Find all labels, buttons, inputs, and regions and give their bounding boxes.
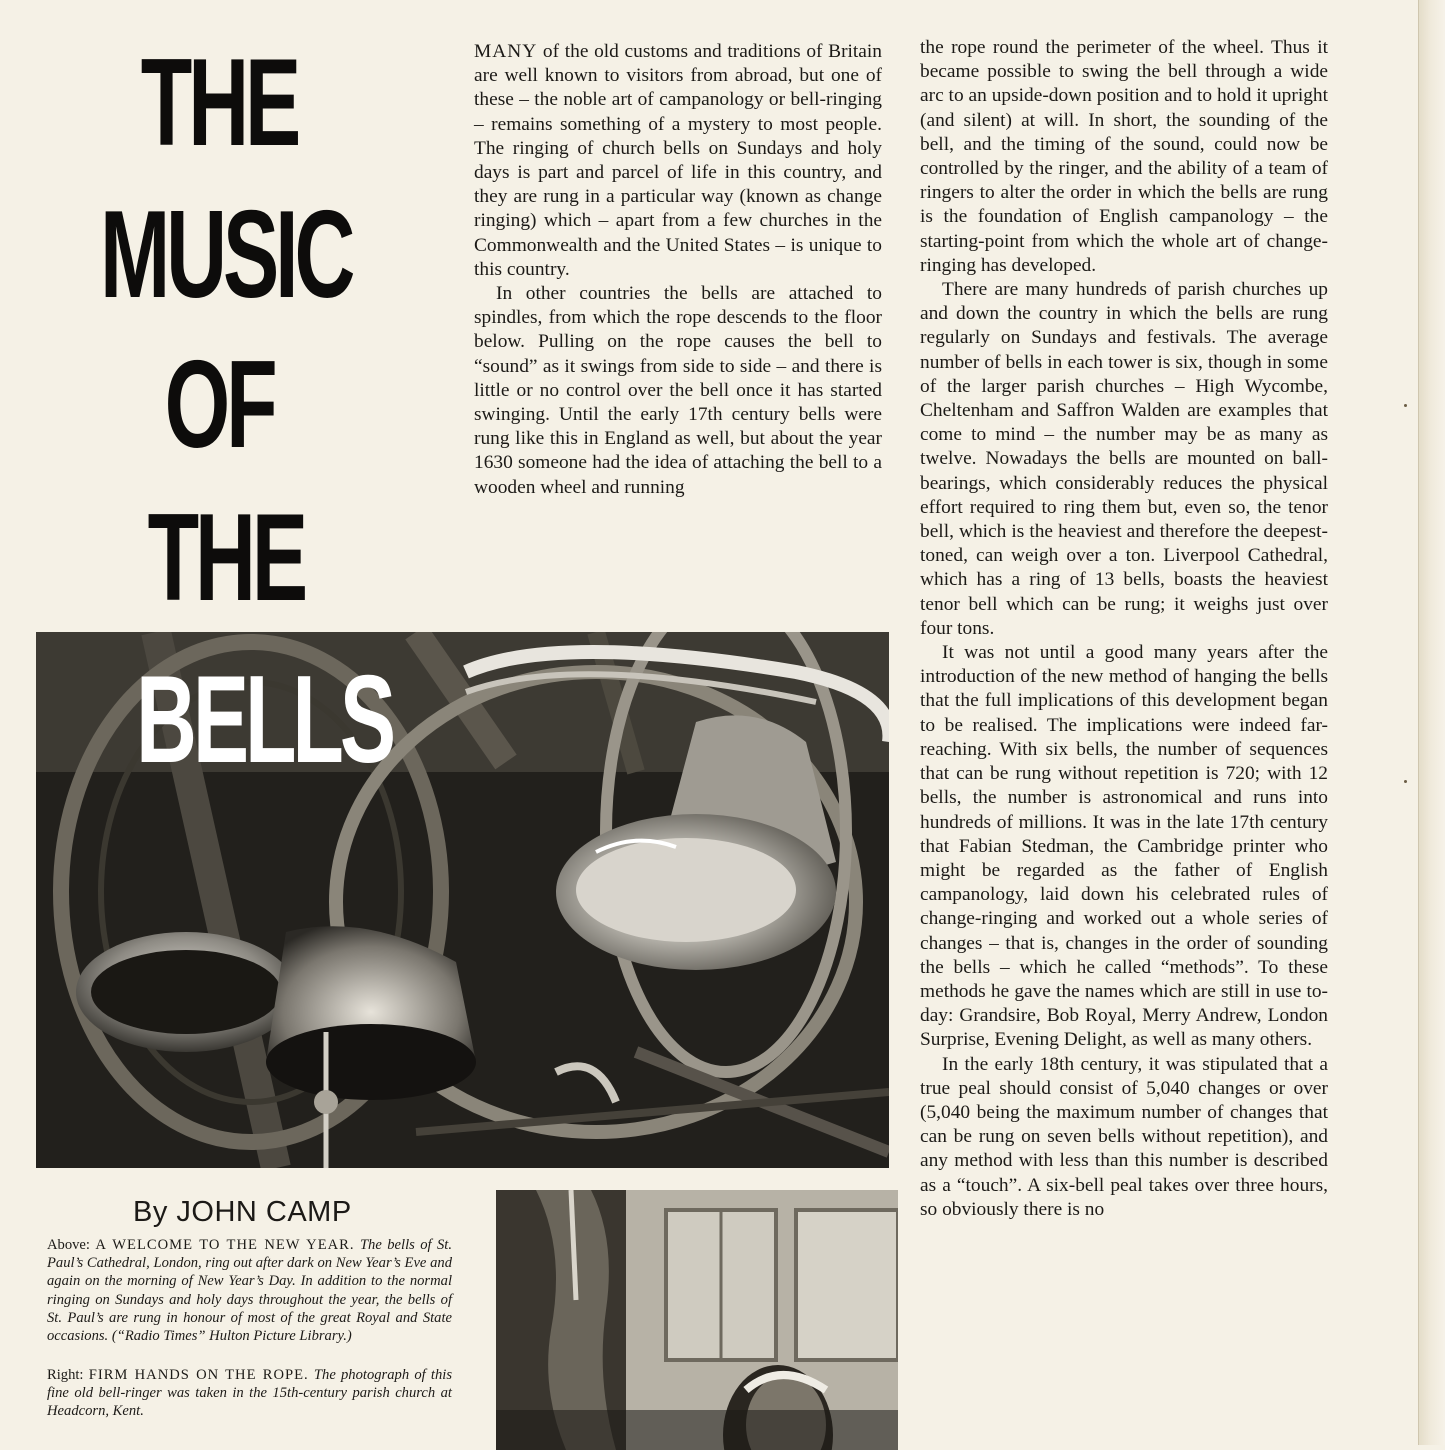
caption-above [47,1236,452,1345]
headline-line: THE [147,489,304,627]
paragraph: It was not until a good many years after the introduction of the new method of hanging the bells that the full implications of this development began to be realised. The implications were indeed far-reaching. With six bells, the number of sequences that can be rung without repetition is 720; with 12 bells, the number is astronomical and runs into hundreds of millions. It was in the late 17th century that Fabian Stedman, the Cambridge printer who might be regarded as the father of English campanology, laid down his celebrated rules of change-ringing and worked out a whole series of changes – that is, changes in the order of sounding the bells – which he called “methods”. To these methods he gave the names which are still in use to-day: Grandsire, Bob Royal, Merry Andrew, London Surprise, Evening Delight, as well as many others. [920,642,1328,1051]
gutter-mark [1404,404,1407,407]
page-gutter-edge [1418,0,1445,1445]
bell-ringer-photograph [496,1190,898,1450]
article-column-1 [474,40,882,500]
paragraph: In the early 18th century, it was stipulated that a true peal should consist of 5,040 changes or over (5,040 being the maximum number of changes that can be rung on seven bells without repetition), and any method with less than this number is described as a “touch”. A six-bell peal takes over three hours, so obviously there is no [920,1053,1328,1220]
caption-body: The bells of St. Paul’s Cathedral, London, ring out after dark on New Year’s Eve and again on the morning of New Year’s Day. In addition to the normal ringing on Sundays and holy days throughout the year, the bells of St. Paul’s are rung in honour of most of the great Royal and State occasions. (“Radio Times” Hulton Picture Library.) [47,1237,452,1345]
gutter-mark [1404,780,1407,783]
caption-prefix: Right: [47,1367,89,1383]
headline-line: MUSIC [100,186,352,324]
headline-line: THE [140,34,298,172]
article-column-2 [920,36,1328,1222]
headline-bells: BELLS [136,651,392,789]
paragraph-text: of the old customs and traditions of Britain are well known to visitors from abroad, but one of these – the noble art of campanology or bell-ringing – remains something of a mystery to most people. The ringing of church bells on Sundays and holy days is part and parcel of life in this country, and they are rung in a particular way (known as change ringing) which – apart from a few churches in the Commonwealth and the United States – is unique to this country. [474,41,882,280]
lead-word: MANY [474,41,538,62]
caption-body: The photograph of this fine old bell-ringer was taken in the 15th-century parish church at Headcorn, Kent. [47,1367,452,1420]
caption-prefix: Above: [47,1237,96,1253]
caption-title: A WELCOME TO THE NEW YEAR. [95,1237,355,1253]
paragraph: In other countries the bells are attached to spindles, from which the rope descends to the floor below. Pulling on the rope causes the bell to “sound” as it swings from side to side – and there is little or no control over the bell once it has started swinging. Until the early 17th century bells were rung like this in England as well, but about the year 1630 someone had the idea of attaching the bell to a wooden wheel and running [474,283,882,498]
caption-title: FIRM HANDS ON THE ROPE. [88,1367,309,1383]
paragraph [474,40,882,282]
caption-right [47,1366,452,1421]
byline: By JOHN CAMP [133,1196,352,1228]
paragraph: There are many hundreds of parish churches up and down the country in which the bells are rung regularly on Sundays and festivals. The average number of bells in each tower is six, though in some of the larger parish churches – High Wycombe, Cheltenham and Saffron Walden are examples that come to mind – the number may be as many as twelve. Nowadays the bells are mounted on ball-bearings, which considerably reduces the physical effort required to ring them but, even so, the tenor bell, which is the heaviest and therefore the deepest-toned, can weigh over a ton. Liverpool Cathedral, which has a ring of 13 bells, boasts the heaviest tenor bell which can be rung; it weighs just over four tons. [920,279,1328,639]
paragraph: the rope round the perimeter of the wheel. Thus it became possible to swing the bell through a wide arc to an upside-down position and to hold it upright (and silent) at will. In short, the sounding of the bell, and the timing of the sound, could now be controlled by the ringer, and the ability of a team of ringers to alter the order in which the bells are rung is the foundation of English campanology – the starting-point from which the whole art of change-ringing has developed. [920,37,1328,276]
headline-line: OF [164,336,274,474]
